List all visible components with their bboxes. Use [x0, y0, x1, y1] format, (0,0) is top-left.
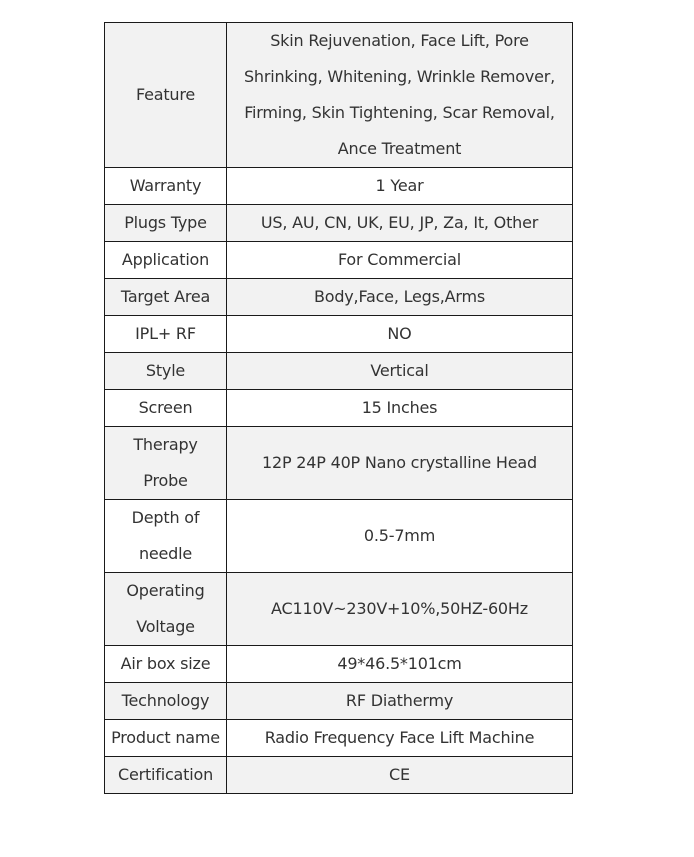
spec-table	[104, 22, 573, 794]
table-row-depth-of-needle	[105, 500, 573, 573]
row-label: IPL+ RF	[105, 316, 227, 353]
table-row-ipl-rf	[105, 316, 573, 353]
row-label: Screen	[105, 390, 227, 427]
table-row-target-area	[105, 279, 573, 316]
row-label: Product name	[105, 720, 227, 757]
row-label: Plugs Type	[105, 205, 227, 242]
row-value: 1 Year	[227, 168, 573, 205]
row-value: 12P 24P 40P Nano crystalline Head	[227, 427, 573, 500]
table-row-feature	[105, 23, 573, 168]
row-value: US, AU, CN, UK, EU, JP, Za, It, Other	[227, 205, 573, 242]
row-value: NO	[227, 316, 573, 353]
row-label: Depth of needle	[105, 500, 227, 573]
table-row-operating-voltage	[105, 573, 573, 646]
row-value: 15 Inches	[227, 390, 573, 427]
table-row-technology	[105, 683, 573, 720]
table-row-warranty	[105, 168, 573, 205]
row-label: Therapy Probe	[105, 427, 227, 500]
row-value: Radio Frequency Face Lift Machine	[227, 720, 573, 757]
row-label: Certification	[105, 757, 227, 794]
row-value: For Commercial	[227, 242, 573, 279]
row-value: Vertical	[227, 353, 573, 390]
table-row-therapy-probe	[105, 427, 573, 500]
row-label: Warranty	[105, 168, 227, 205]
table-row-product-name	[105, 720, 573, 757]
row-label: Target Area	[105, 279, 227, 316]
row-value: 49*46.5*101cm	[227, 646, 573, 683]
table-row-plugs-type	[105, 205, 573, 242]
row-label: Operating Voltage	[105, 573, 227, 646]
row-label: Style	[105, 353, 227, 390]
row-label: Technology	[105, 683, 227, 720]
table-row-style	[105, 353, 573, 390]
row-value: 0.5-7mm	[227, 500, 573, 573]
row-value: RF Diathermy	[227, 683, 573, 720]
table-row-application	[105, 242, 573, 279]
row-label: Feature	[105, 23, 227, 168]
table-row-air-box-size	[105, 646, 573, 683]
row-value: Skin Rejuvenation, Face Lift, Pore Shrinking, Whitening, Wrinkle Remover, Firming, Skin Tightening, Scar Removal, Ance Treatment	[227, 23, 573, 168]
row-value: CE	[227, 757, 573, 794]
row-label: Application	[105, 242, 227, 279]
row-value: Body,Face, Legs,Arms	[227, 279, 573, 316]
row-label: Air box size	[105, 646, 227, 683]
table-row-certification	[105, 757, 573, 794]
row-value: AC110V~230V+10%,50HZ-60Hz	[227, 573, 573, 646]
table-row-screen	[105, 390, 573, 427]
